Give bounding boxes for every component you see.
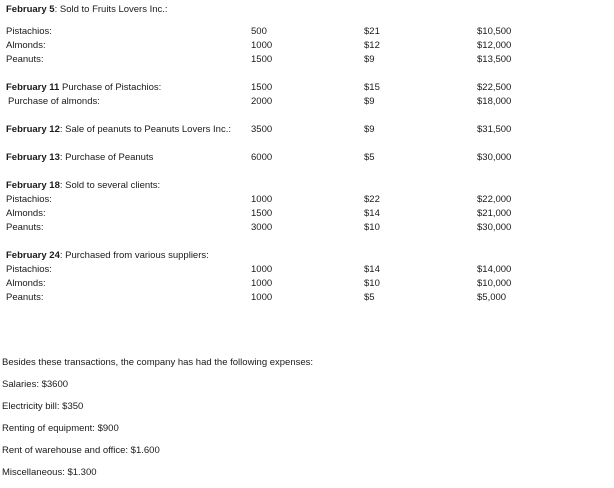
row-total: $10,000 xyxy=(477,278,512,289)
row-price: $5 xyxy=(364,152,375,163)
row-price: $9 xyxy=(364,124,375,135)
row-qty: 2000 xyxy=(251,96,273,107)
heading-date: February 24 xyxy=(6,250,60,261)
row-label: Pistachios: xyxy=(6,26,52,37)
expense-item: Rent of warehouse and office: $1.600 xyxy=(2,445,160,456)
row-label: Pistachios: xyxy=(6,194,52,205)
heading-date: February 5 xyxy=(6,4,55,15)
heading-text: : Sale of peanuts to Peanuts Lovers Inc.: xyxy=(59,124,231,135)
row-qty: 1000 xyxy=(251,194,273,205)
heading-date: February 18 xyxy=(6,180,60,191)
row-price: $14 xyxy=(364,208,380,219)
heading-feb-18 xyxy=(6,180,160,192)
row-total: $22,000 xyxy=(477,194,512,205)
row-total: $5,000 xyxy=(477,292,507,303)
row-qty: 1000 xyxy=(251,40,273,51)
row-label: Peanuts: xyxy=(6,54,44,65)
heading-date: February 12 xyxy=(6,124,60,135)
row-total: $10,500 xyxy=(477,26,512,37)
row-qty: 1500 xyxy=(251,54,273,65)
row-qty: 1000 xyxy=(251,264,273,275)
heading-feb-12 xyxy=(6,124,231,136)
row-label: Peanuts: xyxy=(6,292,44,303)
row-total: $14,000 xyxy=(477,264,512,275)
row-price: $15 xyxy=(364,82,380,93)
heading-text: : Purchased from various suppliers: xyxy=(59,250,209,261)
heading-feb-13 xyxy=(6,152,153,164)
row-label: Almonds: xyxy=(6,208,46,219)
row-total: $13,500 xyxy=(477,54,512,65)
expense-item: Renting of equipment: $900 xyxy=(2,423,119,434)
expense-item: Miscellaneous: $1.300 xyxy=(2,467,97,478)
expense-item: Electricity bill: $350 xyxy=(2,401,84,412)
row-label: Almonds: xyxy=(6,278,46,289)
expenses-intro: Besides these transactions, the company has had the following expenses: xyxy=(2,357,314,368)
expense-item: Salaries: $3600 xyxy=(2,379,69,390)
row-qty: 1000 xyxy=(251,292,273,303)
heading-text: Purchase of Pistachios: xyxy=(59,82,162,93)
heading-text: : Purchase of Peanuts xyxy=(59,152,154,163)
row-qty: 1500 xyxy=(251,82,273,93)
row-total: $31,500 xyxy=(477,124,512,135)
row-label: Almonds: xyxy=(6,40,46,51)
row-qty: 3500 xyxy=(251,124,273,135)
row-price: $9 xyxy=(364,54,375,65)
row-price: $22 xyxy=(364,194,380,205)
row-label: Purchase of almonds: xyxy=(8,96,100,107)
row-label: Peanuts: xyxy=(6,222,44,233)
row-total: $22,500 xyxy=(477,82,512,93)
row-qty: 3000 xyxy=(251,222,273,233)
row-price: $5 xyxy=(364,292,375,303)
row-price: $12 xyxy=(364,40,380,51)
row-price: $10 xyxy=(364,278,380,289)
row-qty: 6000 xyxy=(251,152,273,163)
row-label: Pistachios: xyxy=(6,264,52,275)
heading-text: : Sold to several clients: xyxy=(59,180,161,191)
row-price: $14 xyxy=(364,264,380,275)
row-qty: 1500 xyxy=(251,208,273,219)
heading-feb-5 xyxy=(6,4,168,16)
row-price: $21 xyxy=(364,26,380,37)
row-total: $30,000 xyxy=(477,222,512,233)
heading-feb-24 xyxy=(6,250,209,262)
heading-text: : Sold to Fruits Lovers Inc.: xyxy=(54,4,168,15)
row-total: $21,000 xyxy=(477,208,512,219)
row-qty: 500 xyxy=(251,26,267,37)
heading-date: February 11 xyxy=(6,82,60,93)
row-total: $12,000 xyxy=(477,40,512,51)
row-price: $10 xyxy=(364,222,380,233)
row-price: $9 xyxy=(364,96,375,107)
heading-feb-11 xyxy=(6,82,161,94)
row-total: $30,000 xyxy=(477,152,512,163)
heading-date: February 13 xyxy=(6,152,60,163)
row-total: $18,000 xyxy=(477,96,512,107)
row-qty: 1000 xyxy=(251,278,273,289)
